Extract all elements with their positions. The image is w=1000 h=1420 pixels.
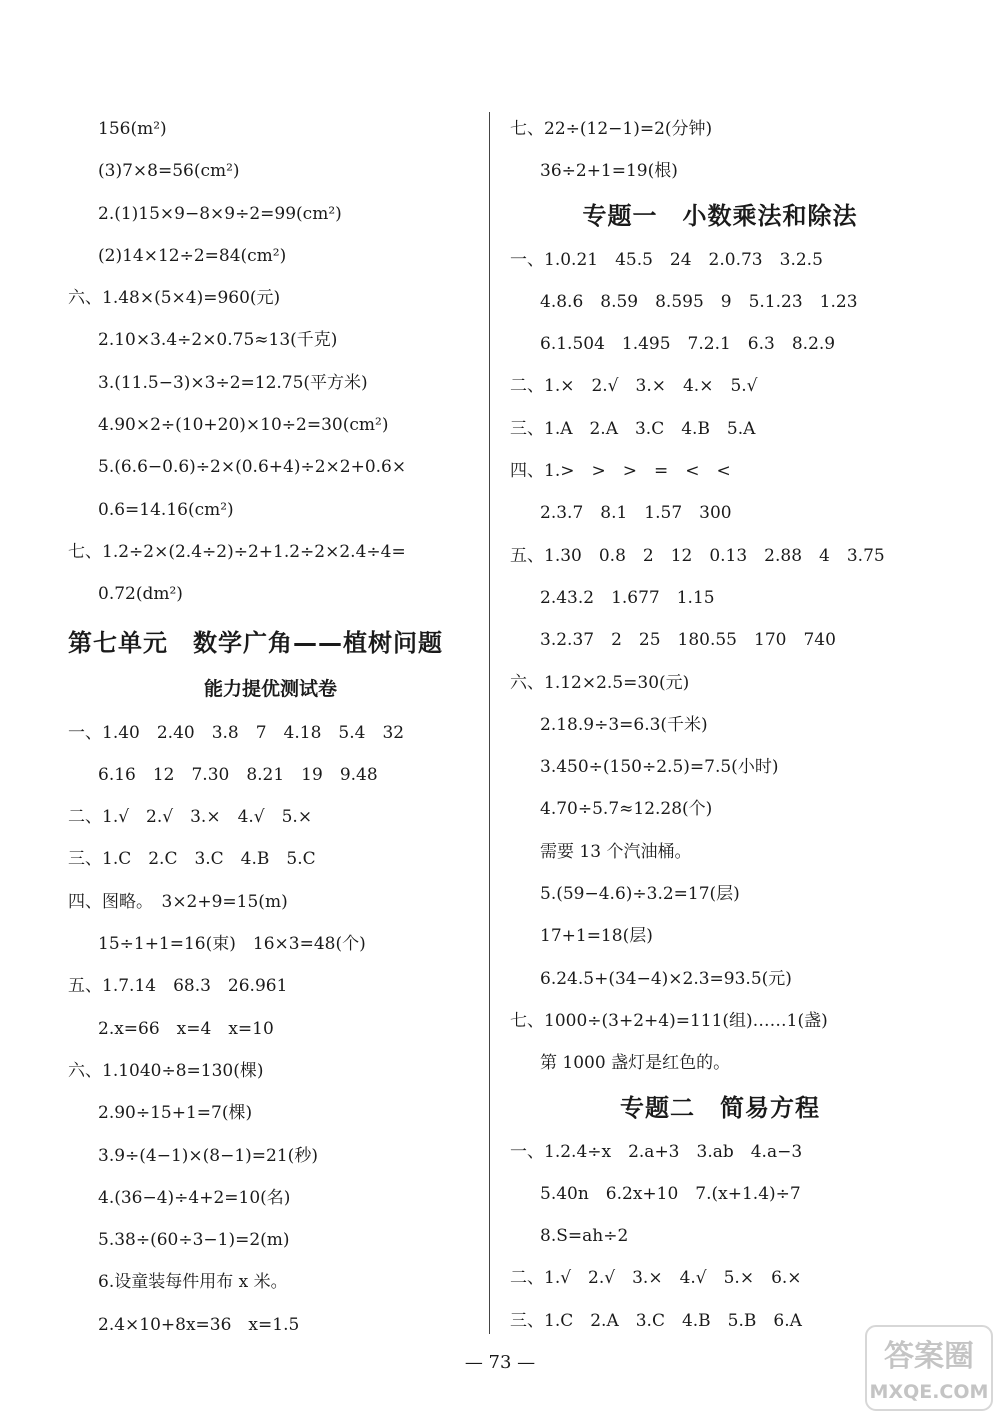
- answer-line: 17+1=18(层): [540, 926, 653, 947]
- answer-line: 五、1.30 0.8 2 12 0.13 2.88 4 3.75: [510, 545, 885, 566]
- topic1-answers: [510, 239, 930, 1085]
- answer-line: 3.9÷(4−1)×(8−1)=21(秒): [98, 1145, 318, 1166]
- answer-line: 6.设童装每件用布 x 米。: [98, 1272, 288, 1293]
- answer-line: 4.90×2÷(10+20)×10÷2=30(cm²): [98, 415, 389, 436]
- answer-line: 2.(1)15×9−8×9÷2=99(cm²): [98, 203, 342, 224]
- answer-line: 2.3.7 8.1 1.57 300: [540, 503, 732, 524]
- answer-line: 2.18.9÷3=6.3(千米): [540, 714, 708, 735]
- answer-line: (2)14×12÷2=84(cm²): [98, 245, 287, 266]
- unit-subtitle: 能力提优测试卷: [203, 677, 337, 700]
- answer-line: 二、1.√ 2.√ 3.× 4.√ 5.×: [68, 807, 313, 828]
- answer-line: 36÷2+1=19(根): [540, 161, 678, 182]
- unit-seven-answers: [68, 712, 473, 1346]
- answer-line: 3.(11.5−3)×3÷2=12.75(平方米): [98, 372, 368, 393]
- topic2-answers: [510, 1131, 930, 1342]
- watermark-logo: [864, 1322, 994, 1414]
- answer-line: 4.(36−4)÷4+2=10(名): [98, 1187, 291, 1208]
- answer-line: 三、1.C 2.A 3.C 4.B 5.B 6.A: [510, 1310, 802, 1331]
- topic1-title: 专题一 小数乘法和除法: [582, 201, 858, 230]
- answer-line: 七、1.2÷2×(2.4÷2)÷2+1.2÷2×2.4÷4=: [68, 541, 406, 562]
- left-answers-continued: [68, 108, 473, 616]
- answer-line: 一、1.0.21 45.5 24 2.0.73 3.2.5: [510, 249, 823, 270]
- answer-line: 0.6=14.16(cm²): [98, 499, 234, 520]
- answer-line: 2.4×10+8x=36 x=1.5: [98, 1314, 300, 1335]
- answer-line: 3.2.37 2 25 180.55 170 740: [540, 630, 836, 651]
- answer-line: 6.1.504 1.495 7.2.1 6.3 8.2.9: [540, 334, 836, 355]
- answer-line: 6.16 12 7.30 8.21 19 9.48: [98, 764, 378, 785]
- answer-line: 5.40n 6.2x+10 7.(x+1.4)÷7: [540, 1183, 801, 1204]
- topic2-title: 专题二 简易方程: [620, 1093, 820, 1122]
- answer-line: 5.(6.6−0.6)÷2×(0.6+4)÷2×2+0.6×: [98, 457, 407, 478]
- answer-line: 0.72(dm²): [98, 584, 183, 605]
- answer-line: 七、1000÷(3+2+4)=111(组)……1(盏): [510, 1010, 828, 1031]
- column-divider: [489, 112, 490, 1334]
- answer-line: 三、1.C 2.C 3.C 4.B 5.C: [68, 849, 316, 870]
- watermark-text-bottom: MXQE.COM: [869, 1381, 989, 1403]
- answer-line: 156(m²): [98, 119, 167, 139]
- answer-line: 四、1.> > > = < <: [510, 461, 731, 482]
- answer-line: 4.8.6 8.59 8.595 9 5.1.23̇ 1.23: [540, 291, 858, 312]
- answer-line: 2.90÷15+1=7(棵): [98, 1103, 253, 1124]
- answer-line: 六、1.48×(5×4)=960(元): [68, 288, 281, 309]
- answer-line: 二、1.× 2.√ 3.× 4.× 5.√: [510, 376, 758, 397]
- answer-line: 一、1.40 2.40 3.8 7 4.18 5.4 32: [68, 722, 405, 743]
- answer-line: 6.24.5+(34−4)×2.3=93.5(元): [540, 968, 792, 989]
- page-number: — 73 —: [464, 1352, 536, 1373]
- right-answers-continued: [510, 108, 930, 193]
- answer-line: 四、图略。 3×2+9=15(m): [68, 891, 288, 912]
- answer-line: 六、1.12×2.5=30(元): [510, 672, 690, 693]
- answer-line: 2.10×3.4÷2×0.75≈13(千克): [98, 330, 338, 351]
- answer-line: 2.x=66 x=4 x=10: [98, 1018, 274, 1039]
- answer-line: (3)7×8=56(cm²): [98, 161, 240, 182]
- answer-line: 2.43.2 1.677 1.15: [540, 587, 715, 608]
- unit-title: 第七单元 数学广角——植树问题: [68, 628, 443, 657]
- answer-line: 3.450÷(150÷2.5)=7.5(小时): [540, 757, 779, 778]
- answer-line: 一、1.2.4÷x 2.a+3 3.ab 4.a−3: [510, 1141, 803, 1162]
- answer-line: 5.(59−4.6)÷3.2=17(层): [540, 884, 740, 905]
- answer-line: 六、1.1040÷8=130(棵): [68, 1060, 264, 1081]
- answer-line: 需要 13 个汽油桶。: [540, 841, 692, 862]
- answer-line: 五、1.7.14 68.3 26.961: [68, 976, 288, 997]
- answer-line: 5.38÷(60÷3−1)=2(m): [98, 1230, 290, 1251]
- answer-line: 七、22÷(12−1)=2(分钟): [510, 119, 713, 139]
- answer-line: 8.S=ah÷2: [540, 1226, 629, 1247]
- answer-line: 三、1.A 2.A 3.C 4.B 5.A: [510, 418, 756, 439]
- left-column: [68, 108, 473, 1346]
- answer-line: 第 1000 盏灯是红色的。: [540, 1053, 731, 1074]
- right-column: [510, 108, 930, 1342]
- watermark-text-top: 答案圈: [884, 1339, 974, 1374]
- answer-line: 15÷1+1=16(束) 16×3=48(个): [98, 934, 366, 955]
- answer-line: 二、1.√ 2.√ 3.× 4.√ 5.× 6.×: [510, 1268, 802, 1289]
- answer-line: 4.70÷5.7≈12.28(个): [540, 799, 713, 820]
